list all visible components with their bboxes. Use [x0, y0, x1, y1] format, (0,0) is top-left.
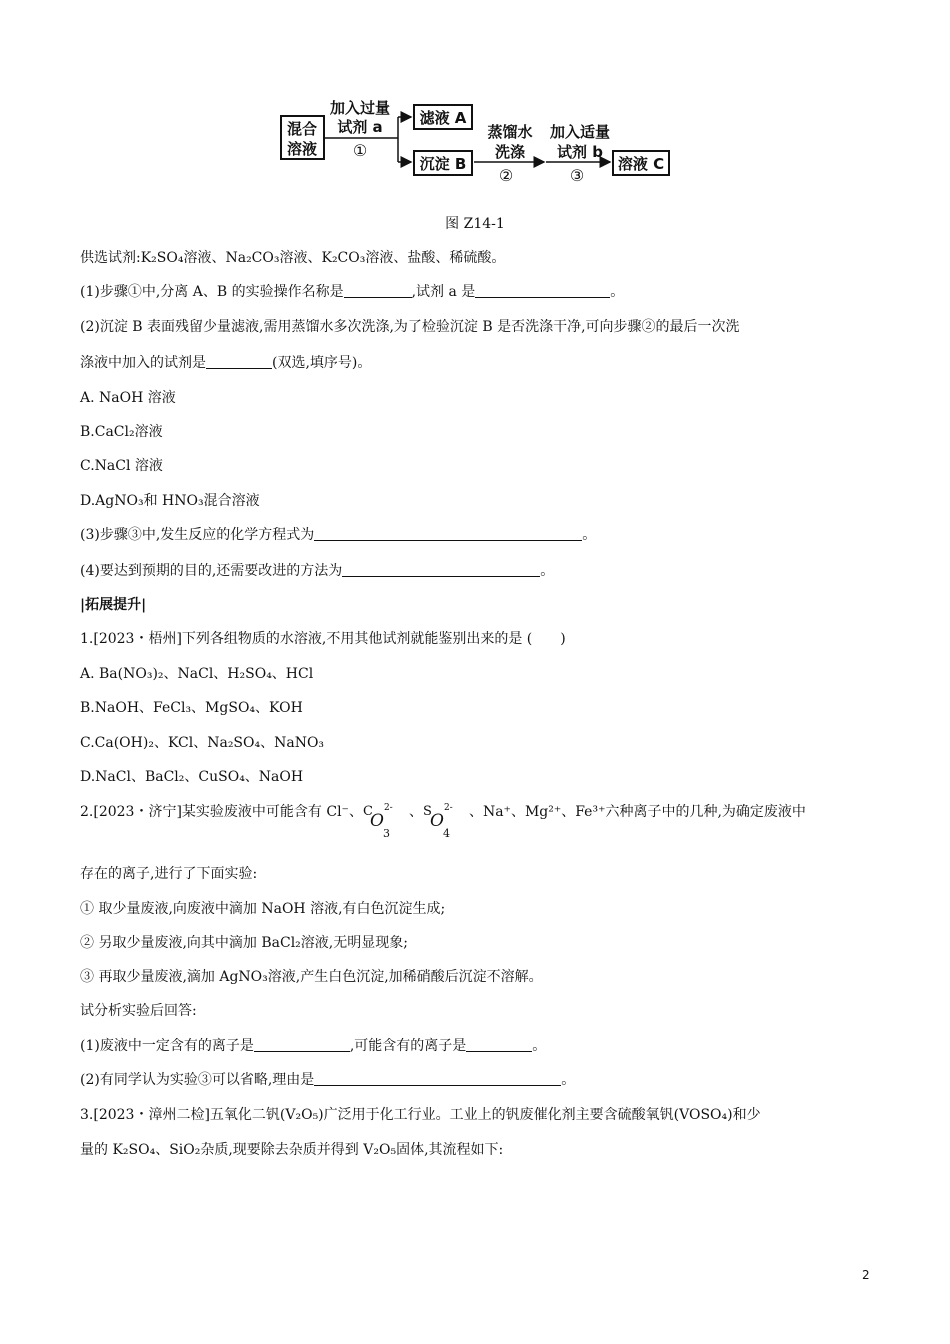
reagents-line: 供选试剂:K₂SO₄溶液、Na₂CO₃溶液、K₂CO₃溶液、盐酸、稀硫酸。 [80, 250, 506, 266]
p2-experiment-2: ② 另取少量废液,向其中滴加 BaCl₂溶液,无明显现象; [80, 935, 408, 951]
p1-option-b: B.NaOH、FeCl₃、MgSO₄、KOH [80, 700, 303, 716]
p2-experiment-3: ③ 再取少量废液,滴加 AgNO₃溶液,产生白色沉淀,加稀硝酸后沉淀不溶解。 [80, 969, 543, 985]
p2-a1-text-a: (1)废液中一定含有的离子是 [80, 1038, 254, 1054]
q2-line-2 [80, 353, 371, 373]
q2-option-b: B.CaCl₂溶液 [80, 424, 163, 440]
p2-answer-1 [80, 1036, 546, 1056]
precipitate-b-label: 沉淀 B [419, 155, 467, 173]
q2-line-1: (2)沉淀 B 表面残留少量滤液,需用蒸馏水多次洗涤,为了检验沉淀 B 是否洗涤干净,可向步骤②的最后一次洗 [80, 319, 740, 335]
q2-blank[interactable] [206, 354, 272, 369]
step3-label-1: 加入适量 [549, 123, 611, 141]
figure-caption: 图 Z14-1 [445, 216, 505, 232]
step3-label-3: ③ [569, 166, 585, 185]
filtrate-a-label: 滤液 A [419, 109, 467, 127]
p2-line-2: 存在的离子,进行了下面实验: [80, 866, 258, 882]
carbonate-ion [362, 802, 409, 840]
solution-c-label: 溶液 C [617, 155, 665, 173]
q4-text-a: (4)要达到预期的目的,还需要改进的方法为 [80, 563, 343, 579]
q4-blank[interactable] [342, 562, 540, 577]
p3-line-2: 量的 K₂SO₄、SiO₂杂质,现要除去杂质并得到 V₂O₅固体,其流程如下: [80, 1142, 504, 1158]
carbonate-sub: 3 [382, 827, 390, 840]
sulfate-s: S [422, 804, 432, 819]
p3-line-1: 3.[2023・漳州二检]五氧化二钒(V₂O₅)广泛用于化工行业。工业上的钒废催化剂主要含硫酸氧钒(VOSO₄)和少 [80, 1107, 761, 1123]
step1-label-1: 加入过量 [329, 99, 391, 117]
q1-text-a: (1)步骤①中,分离 A、B 的实验操作名称是 [80, 284, 344, 300]
q1-text-b: ,试剂 a 是 [411, 284, 476, 300]
page-number: 2 [862, 1268, 870, 1282]
mix-label-1: 混合 [286, 120, 318, 138]
step2-label-1: 蒸馏水 [487, 123, 533, 141]
p1-option-c: C.Ca(OH)₂、KCl、Na₂SO₄、NaNO₃ [80, 735, 325, 751]
q3-line [80, 525, 596, 545]
p2-a2-text-b: 。 [561, 1072, 576, 1088]
step1-label-3: ① [352, 141, 368, 160]
sulfate-o: O [429, 811, 444, 831]
q1-blank-2[interactable] [475, 283, 610, 298]
step2-label-2: 洗涤 [494, 143, 526, 161]
q3-text-a: (3)步骤③中,发生反应的化学方程式为 [80, 527, 315, 543]
q4-text-b: 。 [540, 563, 555, 579]
q2-option-a: A. NaOH 溶液 [80, 390, 176, 406]
p1-option-a: A. Ba(NO₃)₂、NaCl、H₂SO₄、HCl [80, 666, 314, 682]
q4-line [80, 561, 554, 581]
carbonate-o: O [369, 811, 384, 831]
p2-a2-text-a: (2)有同学认为实验③可以省略,理由是 [80, 1072, 315, 1088]
p2-a1-text-c: 。 [532, 1038, 547, 1054]
p2-stem-a: 2.[2023・济宁]某实验废液中可能含有 Cl⁻、 [80, 804, 363, 820]
q2-option-c: C.NaCl 溶液 [80, 458, 163, 474]
p2-a1-blank-1[interactable] [254, 1037, 350, 1052]
q3-blank[interactable] [314, 526, 582, 541]
carbonate-sup: 2- [383, 803, 393, 813]
q2-text-b: (双选,填序号)。 [272, 355, 372, 371]
p1-option-d: D.NaCl、BaCl₂、CuSO₄、NaOH [80, 769, 304, 785]
p2-prompt: 试分析实验后回答: [80, 1003, 197, 1019]
step1-label-2: 试剂 a [337, 118, 383, 136]
p2-a1-blank-2[interactable] [466, 1037, 532, 1052]
q1-text-c: 。 [610, 284, 625, 300]
mix-label-2: 溶液 [286, 140, 318, 158]
p2-a2-blank[interactable] [314, 1071, 561, 1086]
p2-stem-b: 、Na⁺、Mg²⁺、Fe³⁺六种离子中的几种,为确定废液中 [468, 804, 806, 820]
p2-experiment-1: ① 取少量废液,向废液中滴加 NaOH 溶液,有白色沉淀生成; [80, 901, 446, 917]
p2-answer-2 [80, 1070, 575, 1090]
sulfate-sub: 4 [442, 827, 450, 840]
carbonate-c: C [362, 804, 373, 819]
step2-label-3: ② [498, 166, 514, 185]
p2-sep: 、 [408, 804, 423, 820]
p1-stem: 1.[2023・梧州]下列各组物质的水溶液,不用其他试剂就能鉴别出来的是 ( ) [80, 631, 566, 647]
q1-blank-1[interactable] [344, 283, 412, 298]
p2-stem [80, 802, 806, 840]
q2-option-d: D.AgNO₃和 HNO₃混合溶液 [80, 493, 260, 509]
q2-text-a: 涤液中加入的试剂是 [80, 355, 206, 371]
flow-diagram [0, 0, 950, 200]
q3-text-b: 。 [582, 527, 597, 543]
q1-line [80, 282, 624, 302]
step3-label-2: 试剂 b [557, 143, 603, 161]
sulfate-ion [422, 802, 469, 840]
p2-a1-text-b: ,可能含有的离子是 [349, 1038, 467, 1054]
section-title: |拓展提升| [80, 597, 147, 613]
sulfate-sup: 2- [443, 803, 453, 813]
